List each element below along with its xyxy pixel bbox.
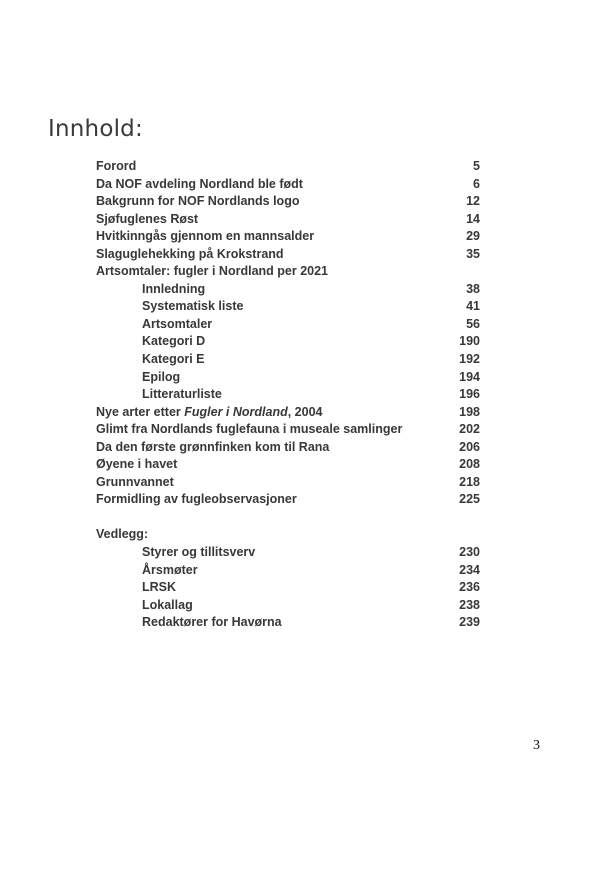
toc-entry-title: Sjøfuglenes Røst	[96, 211, 199, 226]
toc-entry-page: 218	[459, 474, 480, 489]
toc-entry-title: Systematisk liste	[142, 299, 244, 314]
toc-entry-page: 5	[473, 159, 480, 173]
spacer	[96, 509, 480, 527]
toc-entry-page: 238	[459, 597, 480, 612]
toc-entry-title: Formidling av fugleobservasjoner	[96, 492, 297, 507]
toc-entry-title: Litteraturliste	[142, 387, 222, 402]
toc-entry-title: Epilog	[142, 369, 181, 384]
toc-entry-title: LRSK	[142, 580, 177, 595]
toc-entry-title: Nye arter etter Fugler i Nordland, 2004	[96, 404, 323, 419]
toc-subentry[interactable]	[96, 333, 480, 351]
toc-entry-page: 38	[466, 281, 480, 296]
toc-entry-title: Kategori E	[142, 352, 205, 367]
toc-entry-title: Styrer og tillitsverv	[142, 544, 256, 559]
toc-entry-page: 194	[459, 369, 480, 384]
toc-entry-title: Glimt fra Nordlands fuglefauna i museale samlinger	[96, 422, 403, 437]
toc-entry[interactable]	[96, 176, 480, 194]
toc-entry-page: 35	[466, 246, 480, 261]
toc-entry-title: Hvitkinngås gjennom en mannsalder	[96, 229, 315, 244]
toc-entry-title: Øyene i havet	[96, 457, 178, 472]
toc-entry-title: Slaguglehekking på Krokstrand	[96, 246, 284, 261]
toc-entry[interactable]	[96, 456, 480, 474]
toc-entry-page: 236	[459, 580, 480, 595]
toc-entry-title: Forord	[96, 159, 137, 173]
toc-entry-page: 198	[459, 404, 480, 419]
book-title-italic: Fugler i Nordland	[184, 404, 288, 419]
toc-entry-page: 56	[466, 316, 480, 331]
toc-entry[interactable]	[96, 491, 480, 509]
toc-entry[interactable]	[96, 211, 480, 229]
toc-entry-title: Grunnvannet	[96, 474, 174, 489]
toc-entry[interactable]	[96, 404, 480, 422]
toc-entry-title: Da den første grønnfinken kom til Rana	[96, 439, 330, 454]
toc-entry-page: 196	[459, 387, 480, 402]
page-title: Innhold:	[48, 116, 143, 142]
toc-subentry[interactable]	[96, 369, 480, 387]
toc-entry-page: 206	[459, 439, 480, 454]
appendix-heading-text: Vedlegg:	[96, 527, 149, 542]
toc-entry-title: Bakgrunn for NOF Nordlands logo	[96, 194, 300, 209]
appendix-entry[interactable]	[96, 544, 480, 562]
toc-entry-forord[interactable]	[96, 158, 480, 176]
toc-entry-page: 225	[459, 492, 480, 507]
toc-entry[interactable]	[96, 474, 480, 492]
appendix-entry[interactable]	[96, 614, 480, 632]
toc-entry-title: Kategori D	[142, 334, 206, 349]
toc-subentry[interactable]	[96, 298, 480, 316]
toc-entry-page: 6	[473, 176, 480, 191]
toc-entry-page: 29	[466, 229, 480, 244]
toc-subentry[interactable]	[96, 281, 480, 299]
toc-entry-page: 230	[459, 544, 480, 559]
toc-entry-title: Innledning	[142, 281, 206, 296]
toc-entry-title: Artsomtaler	[142, 316, 213, 331]
toc-entry-title: Redaktører for Havørna	[142, 615, 282, 630]
toc-entry-title: Lokallag	[142, 597, 193, 612]
toc-entry-page: 208	[459, 457, 480, 472]
toc-entry-page: 12	[466, 194, 480, 209]
toc-entry[interactable]	[96, 439, 480, 457]
toc-subentry[interactable]	[96, 351, 480, 369]
toc-subentry[interactable]	[96, 316, 480, 334]
toc-entry-page: 14	[466, 211, 480, 226]
page-number: 3	[533, 738, 540, 753]
toc-entry-page: 190	[459, 334, 480, 349]
appendix-entry[interactable]	[96, 562, 480, 580]
toc-entry[interactable]	[96, 193, 480, 211]
toc-entry[interactable]	[96, 228, 480, 246]
toc-section-heading[interactable]	[96, 263, 480, 281]
appendix-heading	[96, 526, 480, 544]
toc-entry-title: Da NOF avdeling Nordland ble født	[96, 176, 303, 191]
toc-entry-title: Årsmøter	[142, 562, 198, 577]
toc-entry[interactable]	[96, 246, 480, 264]
toc-entry-page: 192	[459, 352, 480, 367]
appendix-entry[interactable]	[96, 579, 480, 597]
table-of-contents	[96, 158, 480, 632]
toc-entry-page: 41	[466, 299, 480, 314]
appendix-entry[interactable]	[96, 597, 480, 615]
toc-subentry[interactable]	[96, 386, 480, 404]
toc-entry-page: 202	[459, 422, 480, 437]
toc-entry-title: Artsomtaler: fugler i Nordland per 2021	[96, 264, 329, 279]
toc-entry-page: 234	[459, 562, 480, 577]
toc-entry[interactable]	[96, 421, 480, 439]
toc-entry-page: 239	[459, 615, 480, 630]
